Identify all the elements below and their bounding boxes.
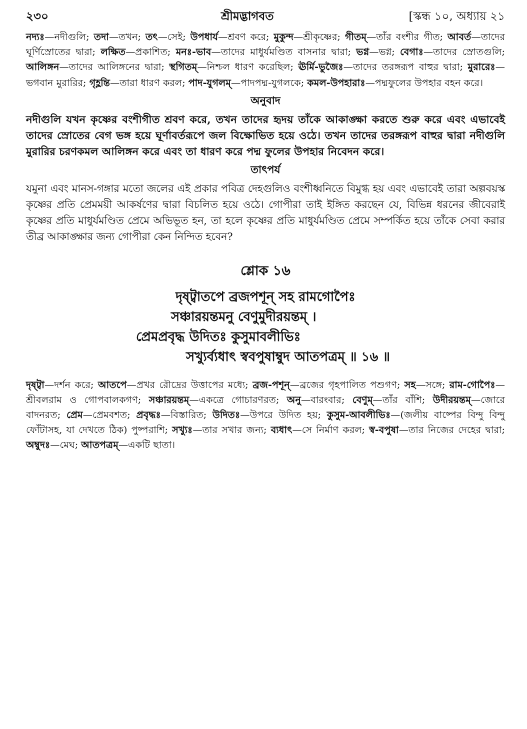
verse-line: সঞ্চারয়ন্তমনু বেণুমুদীরয়ন্তম্ । <box>171 309 317 325</box>
translation-heading: অনুবাদ <box>250 94 281 107</box>
chapter-reference: [স্কন্ধ ১০, অধ্যায় ২১ <box>408 9 505 23</box>
sanskrit-term: অনু <box>286 394 301 406</box>
sanskrit-term: উদিতঃ <box>212 410 241 422</box>
term-meaning: —সঙ্গে; <box>415 379 450 391</box>
term-meaning: —প্রখর রৌদ্রের উত্তাপের মধ্যে; <box>126 379 253 391</box>
sanskrit-term: মুকুন্দ <box>273 32 294 43</box>
sanskrit-term: তদা <box>93 32 109 43</box>
term-meaning: —তারা ধারণ করল; <box>109 77 189 89</box>
sanskrit-term: ঊর্মি-ভুজৈঃ <box>298 62 344 74</box>
term-meaning: —তাদের স্রোতগুলি; <box>423 47 505 59</box>
verse-line: দৃষ্ট্বাতপে ব্রজপশূন্ সহ রামগোপৈঃ <box>175 289 356 305</box>
sanskrit-term: সখ্যুঃ <box>172 425 193 437</box>
term-meaning: —তার সখার জন্য; <box>192 425 271 437</box>
term-meaning: —বারংবার; <box>300 394 353 406</box>
sanskrit-term: বেণুম্ <box>352 394 373 406</box>
sanskrit-term: কমল-উপহারাঃ <box>307 77 366 89</box>
sanskrit-term: উদীরয়ন্তম্ <box>432 394 472 406</box>
term-meaning: —তার নিজের দেহের দ্বারা; <box>398 425 505 437</box>
sanskrit-term: আবর্ত <box>447 32 472 43</box>
sanskrit-term: প্রবৃদ্ধঃ <box>136 410 161 422</box>
term-meaning: —তাঁর বংশীর গীত; <box>366 32 448 43</box>
term-meaning: —তাদের মাধুর্যমণ্ডিত বাসনার দ্বারা; <box>211 47 357 59</box>
term-meaning: —শ্রীকৃষ্ণের; <box>293 32 345 43</box>
page-header <box>26 8 505 30</box>
page-number: ২৩০ <box>26 9 49 23</box>
verse-block <box>26 260 505 368</box>
term-meaning: —উপরে উদিত হয়; <box>240 410 327 422</box>
term-meaning: —ব্রজের গৃহপালিত পশুগণ; <box>289 379 405 391</box>
term-meaning: —মেঘ; <box>50 440 82 452</box>
book-title: শ্রীমদ্ভাগবত <box>221 9 274 23</box>
sanskrit-term: লক্ষিত <box>100 47 126 59</box>
term-meaning: —(জলীয় বাষ্পের বিন্দু বিন্দু ফোঁটাসহ, যা দেখতে ঠিক) পুষ্পরাশি; <box>26 410 506 437</box>
sanskrit-term: নদ্যঃ <box>26 32 45 43</box>
sanskrit-term: রাম-গোপৈঃ <box>449 379 496 391</box>
sanskrit-term: ব্রজ-পশূন্ <box>252 379 290 391</box>
sanskrit-term: সঞ্চারয়ন্তম্ <box>148 394 190 406</box>
sanskrit-term: বেগাঃ <box>400 47 424 59</box>
purport-heading: তাৎপর্য <box>250 163 281 176</box>
term-meaning: —শ্রীবলরাম ও গোপবালকগণ; <box>26 379 505 406</box>
term-meaning: —ভগ্ন; <box>369 47 401 59</box>
term-meaning: —সেই; <box>157 32 191 43</box>
sanskrit-term: স্থগিতম্ <box>169 62 198 74</box>
sanskrit-term: আতপে <box>97 379 127 391</box>
term-meaning: —নিশ্চল ধারণ করেছিল; <box>197 62 299 74</box>
verse-heading: শ্লোক ১৬ <box>240 262 291 279</box>
sanskrit-term: কুসুম-আবলীভিঃ <box>326 410 391 422</box>
sanskrit-term: অম্বুদঃ <box>26 440 51 452</box>
term-meaning: —তাদের ঘূর্ণিস্রোতের দ্বারা; <box>26 32 505 59</box>
sanskrit-term: ভগ্ন <box>356 47 370 59</box>
sanskrit-term: উপধার্য <box>190 32 219 43</box>
term-meaning: —জোরে বাদনরত; <box>26 394 505 422</box>
term-meaning: —প্রেমবশত; <box>82 410 137 422</box>
sanskrit-term: প্রেম <box>66 410 83 422</box>
sanskrit-term: পাদ-যুগলম্ <box>188 77 231 89</box>
term-meaning: —তাদের তরঙ্গরূপ বাহুর দ্বারা; <box>343 62 468 74</box>
verse-line: প্রেমপ্রবৃদ্ধ উদিতঃ কুসুমাবলীভিঃ <box>136 329 301 345</box>
term-meaning: —তাদের আলিঙ্গনের দ্বারা; <box>59 62 170 74</box>
sanskrit-term: তৎ <box>145 32 158 43</box>
purport-text: যমুনা এবং মানস-গঙ্গার মতো জলের এই প্রকার পবিত্র দেহগুলিও বংশীধ্বনিতে বিমুগ্ধ হয় এবং এভাবেই তারা অল্পবয়স্ক কৃষ্ণের প্রতি প্রেমময়ী আকর্ষণের দ্বারা বিচলিত হয়ে ওঠে। গোপীরা তাই ইঙ্গিত করছেন যে, বিভিন্ন ধরনের জীবেরাই কৃষ্ণের প্রতি মাধুর্যমণ্ডিত প্রেমে অভিভূত হন, তা হলে কৃষ্ণের প্রতি মাধুর্যমণ্ডিত প্রেমে সম্পর্কিত হয়ে তাঁকে সেবা করার তীব্র আকাঙ্ক্ষার জন্য গোপীরা কেন নিন্দিত হবেন? <box>26 182 505 244</box>
term-meaning: —পদ্মফুলের উপহার বহন করে। <box>365 77 484 89</box>
word-meanings-1 <box>26 30 505 91</box>
term-meaning: —ভগবান মুরারির; <box>26 62 505 89</box>
sanskrit-term: মুরারেঃ <box>467 62 496 74</box>
sanskrit-term: দৃষ্ট্বা <box>26 379 45 391</box>
word-meanings-2 <box>26 378 505 454</box>
sanskrit-term: ব্যধাৎ <box>270 425 293 437</box>
sanskrit-term: স্ব-বপুষা <box>369 425 399 437</box>
translation-text: নদীগুলি যখন কৃষ্ণের বংশীগীত শ্রবণ করে, তখন তাদের হৃদয় তাঁকে আকাঙ্ক্ষা করতে শুরু করে এবং এভাবেই তাদের স্রোতের বেগ ভঙ্গ হয়ে ঘূর্ণাবর্তরূপে জল বিক্ষোভিত হয়ে ওঠে। তখন তাদের তরঙ্গরূপ বাহুর দ্বারা নদীগুলি মুরারির চরণকমল আলিঙ্গন করে এবং তা ধারণ করে পদ্ম ফুলের উপহার নিবেদন করে। <box>26 113 505 158</box>
sanskrit-term: গীতম্ <box>345 32 367 43</box>
sanskrit-term: আলিঙ্গন <box>26 62 60 74</box>
term-meaning: —পাদপদ্ম-যুগলকে; <box>230 77 308 89</box>
sanskrit-term: গৃহ্ণন্তি <box>89 77 110 89</box>
verse-line: সখ্যুর্ব্যধাৎ স্ববপুষাম্বুদ আতপত্রম্ ॥ ১৬ ॥ <box>186 349 391 365</box>
term-meaning: —বিস্তারিত; <box>160 410 213 422</box>
term-meaning: —নদীগুলি; <box>44 32 94 43</box>
sanskrit-term: মনঃ-ভাব <box>175 47 212 59</box>
term-meaning: —তখন; <box>108 32 146 43</box>
term-meaning: —সে নির্মাণ করল; <box>292 425 370 437</box>
sanskrit-term: সহ <box>404 379 416 391</box>
term-meaning: —শ্রবণ করে; <box>218 32 274 43</box>
term-meaning: —একটি ছাতা। <box>118 440 176 452</box>
term-meaning: —দর্শন করে; <box>44 379 98 391</box>
term-meaning: —প্রকাশিত; <box>125 47 176 59</box>
term-meaning: —তাঁর বাঁশি; <box>372 394 433 406</box>
term-meaning: —একত্রে গোচারণরত; <box>189 394 287 406</box>
sanskrit-term: আতপত্রম্ <box>81 440 119 452</box>
